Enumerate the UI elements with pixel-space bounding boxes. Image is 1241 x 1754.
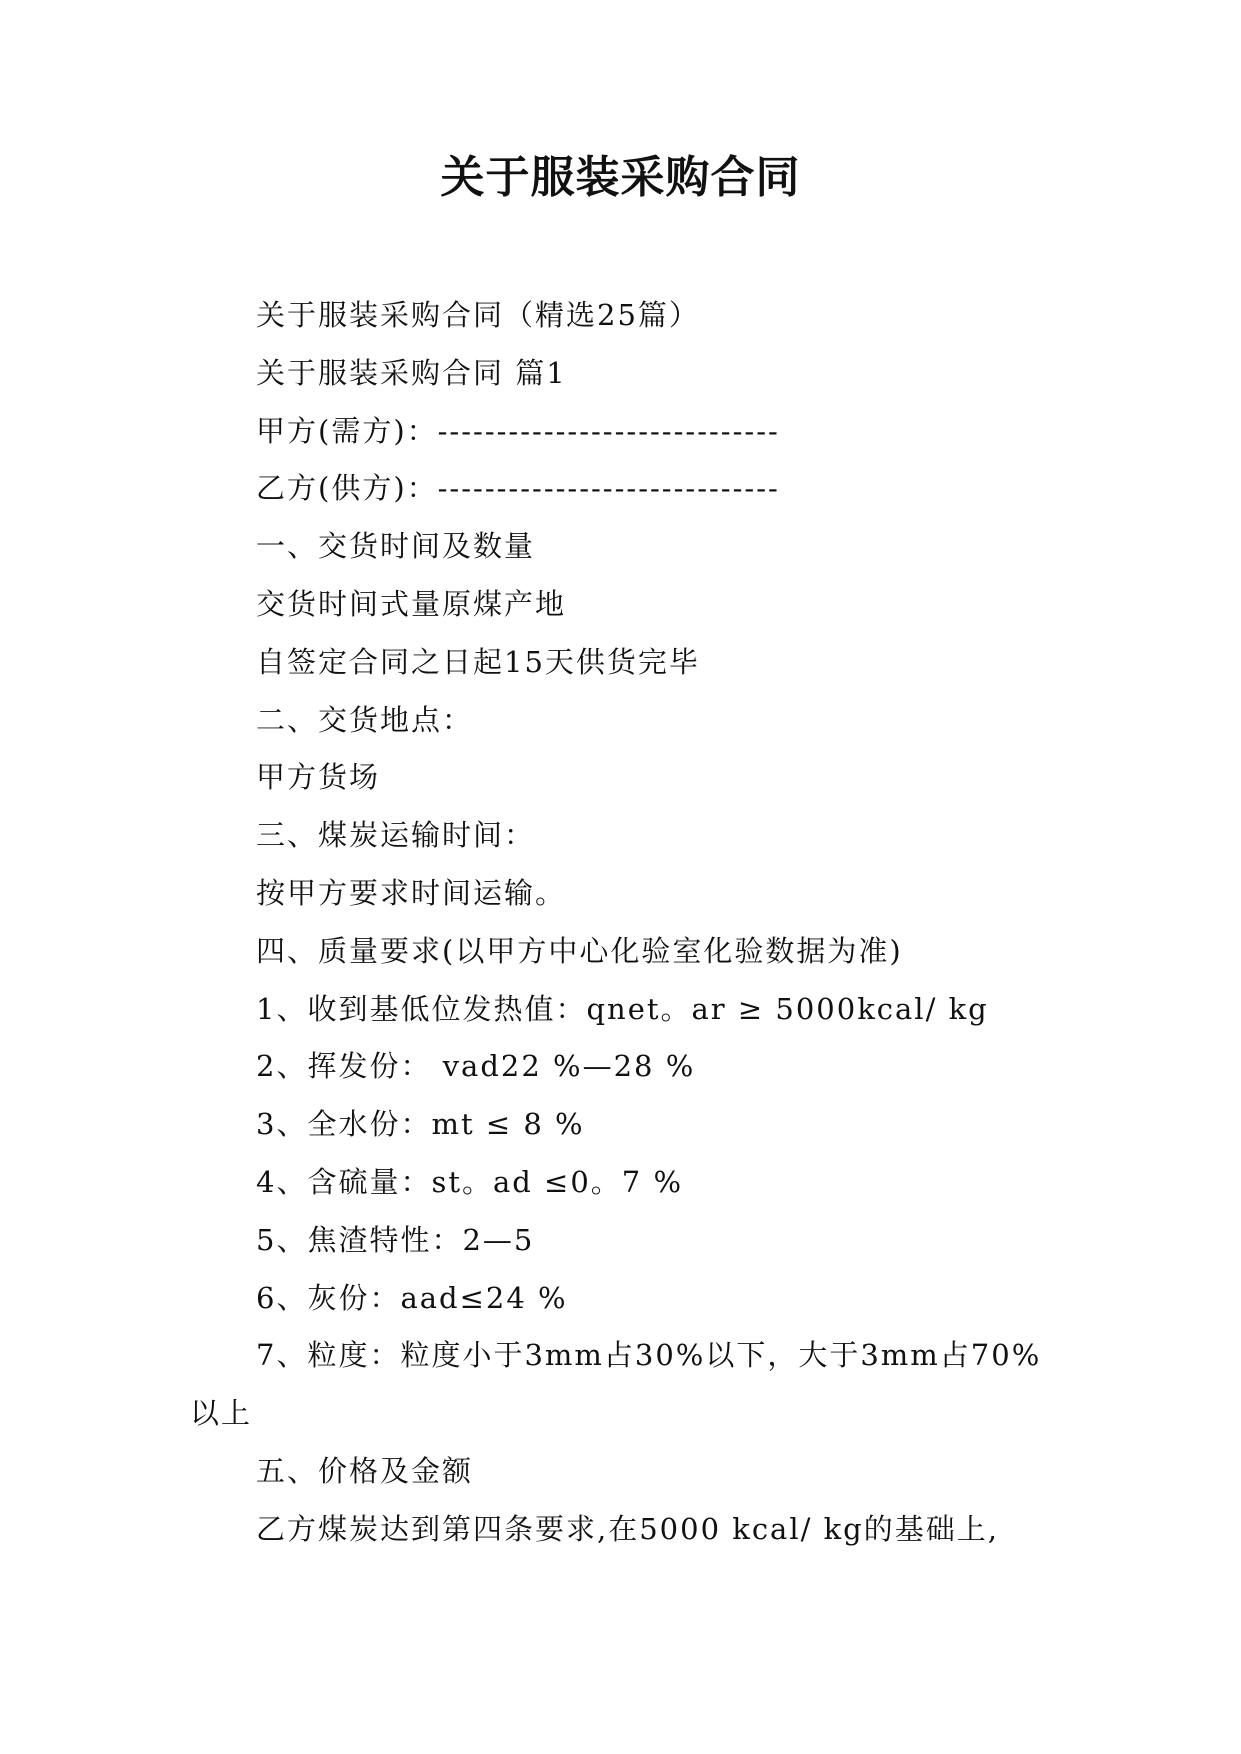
list-item: 3、全水份：mt ≤ 8 % [256,1107,585,1142]
section-heading: 五、价格及金额 [256,1453,474,1488]
section-heading: 三、煤炭运输时间： [256,818,536,853]
list-item: 2、挥发份： vad22 %—28 % [256,1049,696,1084]
body-paragraph: 甲方(需方)：----------------------------- [256,413,780,448]
list-item: 6、灰份：aad≤24 % [256,1280,568,1315]
list-item: 4、含硫量：st。ad ≤0。7 % [256,1164,684,1199]
list-item: 5、焦渣特性：2—5 [256,1222,535,1257]
body-paragraph: 交货时间式量原煤产地 [256,586,567,621]
body-paragraph: 按甲方要求时间运输。 [256,875,567,910]
body-paragraph: 关于服装采购合同 篇1 [256,355,567,390]
body-paragraph: 关于服装采购合同（精选25篇） [256,298,700,332]
document-body [190,287,1056,1559]
body-paragraph: 乙方煤炭达到第四条要求,在5000 kcal/ kg的基础上, [256,1511,999,1546]
body-paragraph: 自签定合同之日起15天供货完毕 [256,644,700,679]
body-paragraph: 乙方(供方)：----------------------------- [256,471,780,506]
section-heading: 二、交货地点： [256,702,474,737]
body-paragraph: 甲方货场 [256,760,381,795]
list-item: 7、粒度：粒度小于3mm占30%以下，大于3mm占70%以上 [190,1338,1042,1431]
section-heading: 一、交货时间及数量 [256,529,536,564]
list-item: 1、收到基低位发热值：qnet。ar ≥ 5000kcal/ kg [256,991,989,1026]
section-heading: 四、质量要求(以甲方中心化验室化验数据为准) [256,933,903,968]
document-title: 关于服装采购合同 [440,152,801,203]
